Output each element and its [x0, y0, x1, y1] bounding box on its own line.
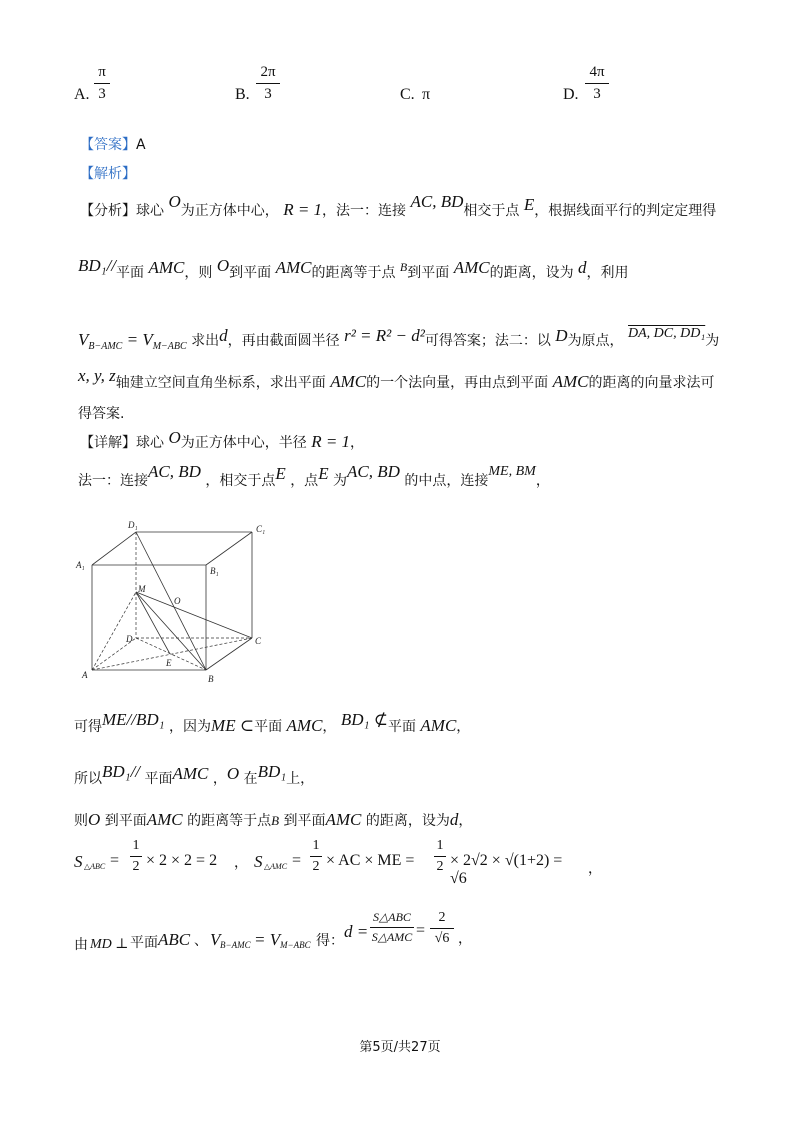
t: 可得	[74, 719, 102, 735]
label-d1: D₁	[128, 520, 138, 530]
t: 的距离，设为	[489, 265, 574, 281]
t: 的距离等于点	[311, 265, 396, 281]
m: ABC	[158, 930, 191, 949]
answer-line	[80, 134, 146, 154]
m: AMC	[552, 372, 589, 391]
m: O	[226, 764, 240, 783]
analysis-tag: 【解析】	[80, 166, 136, 182]
m: d	[219, 326, 228, 345]
m: AMC	[420, 716, 457, 735]
label-c: C	[255, 636, 262, 646]
den: 2	[436, 859, 444, 874]
den: 2	[312, 859, 320, 874]
t: 在	[243, 771, 258, 787]
m: V	[78, 330, 89, 349]
t: ，	[458, 931, 472, 947]
t: ，再由截面圆半径	[227, 333, 340, 349]
t: 、	[194, 933, 208, 949]
t: 上，	[286, 771, 315, 787]
answer-tag: 【答案】	[80, 137, 136, 153]
option-b-fraction: 2π 3	[256, 64, 280, 103]
option-c-label: C.	[400, 86, 415, 103]
t: 球心	[136, 203, 164, 219]
label-a1: A₁	[76, 560, 85, 570]
label-c1: C₁	[256, 524, 266, 534]
t: ，则	[184, 265, 213, 281]
answer-value: A	[136, 137, 146, 153]
den: S△AMC	[371, 930, 413, 944]
detail-line-3	[74, 710, 471, 736]
t: ，利用	[586, 265, 629, 281]
m: O	[88, 810, 101, 829]
m: BD₁ ⊄	[340, 710, 388, 729]
m: BD₁//	[102, 762, 141, 781]
m: O	[168, 428, 181, 447]
m: = V	[254, 930, 281, 949]
m: AC, BD	[347, 462, 400, 481]
t: 轴建立空间直角坐标系，求出平面	[115, 375, 326, 391]
fenxi-line-2	[78, 256, 629, 282]
m: AC, BD	[410, 192, 464, 211]
t: ，点	[290, 473, 319, 489]
m: AMC	[286, 716, 323, 735]
m-sub: B−AMC	[220, 940, 251, 950]
t: ，	[350, 435, 365, 451]
m: × 2√2 × √(1+2) = √6	[450, 852, 563, 887]
fraction-half-2	[310, 838, 322, 875]
num: 1	[312, 838, 320, 853]
m: AC, BD	[148, 462, 201, 481]
t: ，	[234, 855, 248, 871]
m: ME, BM	[488, 464, 536, 479]
label-a: A	[82, 670, 88, 680]
m: AMC	[275, 258, 312, 277]
m: E	[523, 195, 535, 214]
t: ，根据线面平行的判定定理得	[534, 203, 717, 219]
t: 球心	[136, 435, 164, 451]
label-b1: B₁	[210, 566, 219, 576]
fenxi-line-4	[78, 366, 715, 392]
t: 由	[74, 937, 88, 953]
t: 为正方体中心，	[180, 203, 279, 219]
m: DA, DC, DD₁	[628, 326, 706, 341]
m: BD₁	[257, 762, 287, 781]
m: O	[216, 256, 230, 275]
option-d-label: D.	[563, 86, 579, 103]
t: 为	[705, 333, 720, 349]
t: 平面	[387, 719, 416, 735]
m-sub: M−ABC	[152, 340, 187, 352]
t: 到平面	[104, 813, 147, 829]
option-b-label: B.	[235, 86, 250, 103]
t: 得：	[316, 933, 344, 949]
m: B	[399, 260, 408, 274]
m: x, y, z	[78, 366, 116, 385]
t: 可得答案；法二：以	[424, 333, 551, 349]
t: 的一个法向量，再由点到平面	[366, 375, 549, 391]
fraction-d	[370, 910, 414, 945]
t: 到平面	[229, 265, 272, 281]
t: ，	[212, 771, 227, 787]
t: ，	[322, 719, 337, 735]
m: R = 1	[283, 200, 323, 219]
m: E	[275, 464, 286, 483]
m: R = 1	[311, 432, 351, 451]
m: BD₁//	[78, 256, 117, 275]
m-sub: △AMC	[264, 862, 288, 871]
m: =	[292, 852, 302, 869]
t: 的距离等于点	[187, 813, 272, 829]
m: × 2 × 2 = 2	[146, 852, 218, 869]
m: V	[210, 930, 221, 949]
m: AMC	[453, 258, 490, 277]
m: E	[318, 464, 329, 483]
num: 1	[132, 838, 140, 853]
label-m: M	[138, 584, 146, 594]
detail-line-6	[74, 838, 602, 888]
t: 为正方体中心，半径	[180, 435, 307, 451]
option-a-label: A.	[74, 86, 90, 103]
m: O	[168, 192, 181, 211]
m: ME//BD₁	[102, 710, 165, 729]
m-sub: △ABC	[84, 862, 106, 871]
label-d: D	[126, 634, 133, 644]
t: 所以	[74, 771, 102, 787]
fenxi-line-1	[80, 192, 717, 220]
fenxi-tag: 【分析】	[80, 203, 136, 219]
option-c-value: π	[422, 86, 431, 103]
t: 相交于点	[463, 203, 520, 219]
m: S	[254, 852, 263, 871]
m: D	[555, 326, 568, 345]
m-sub: B−AMC	[88, 340, 123, 352]
m: AMC	[330, 372, 367, 391]
m: =	[416, 922, 426, 939]
m: d	[578, 258, 587, 277]
t: 平面	[116, 265, 145, 281]
den: √6	[434, 931, 450, 946]
t: ，	[458, 813, 473, 829]
t: ，因为	[169, 719, 212, 735]
den: 2	[132, 859, 140, 874]
t: 到平面	[283, 813, 326, 829]
t: 平面	[254, 719, 283, 735]
m: d =	[344, 922, 369, 941]
m: d	[449, 810, 459, 829]
t: 的距离，设为	[365, 813, 450, 829]
detail-line-1	[80, 428, 365, 452]
fenxi-line-3	[78, 326, 720, 352]
num: S△ABC	[373, 910, 411, 924]
m: × AC × ME =	[326, 852, 415, 869]
fraction-half-3	[434, 838, 446, 875]
num: 2	[438, 910, 446, 925]
m: ME ⊂	[211, 716, 255, 735]
t: ，法一：连接	[322, 203, 407, 219]
m: =	[110, 852, 120, 869]
detail-line-7	[74, 910, 494, 964]
option-d-fraction: 4π 3	[585, 64, 609, 103]
m: AMC	[146, 810, 183, 829]
label-e: E	[166, 658, 172, 668]
t: 为原点，	[567, 333, 624, 349]
m: AMC	[325, 810, 362, 829]
t: 为	[333, 473, 348, 489]
t: ，	[535, 473, 550, 489]
t: ，	[456, 719, 471, 735]
m: = V	[122, 330, 153, 349]
t: 到平面	[407, 265, 450, 281]
fraction-half-1	[130, 838, 142, 875]
m: S	[74, 852, 83, 871]
detail-line-4	[74, 762, 315, 788]
t: 法一：连接	[78, 473, 148, 489]
t: ，	[588, 861, 602, 877]
t: 则	[74, 813, 88, 829]
t: 的距离的向量求法可	[588, 375, 715, 391]
t: ，相交于点	[205, 473, 276, 489]
fraction-2-root6	[430, 910, 454, 947]
num: 1	[436, 838, 444, 853]
m: B	[271, 813, 280, 828]
detail-tag: 【详解】	[80, 435, 136, 451]
t: 求出	[191, 333, 220, 349]
option-a-fraction: π 3	[94, 64, 110, 103]
t: 平面	[130, 935, 158, 951]
label-b: B	[208, 674, 214, 684]
t: 平面	[144, 771, 173, 787]
detail-line-2	[78, 462, 550, 490]
m: AMC	[148, 258, 185, 277]
detail-line-5	[74, 810, 472, 830]
cube-figure	[74, 520, 274, 690]
t: 的中点，连接	[404, 473, 489, 489]
m: r² = R² − d²	[344, 326, 425, 345]
page-footer: 第5页/共27页	[359, 1040, 441, 1055]
label-o: O	[174, 596, 181, 606]
fenxi-line-5: 得答案.	[78, 406, 125, 422]
m: MD ⊥	[90, 937, 129, 952]
m: AMC	[172, 764, 209, 783]
m-sub: M−ABC	[280, 940, 311, 950]
